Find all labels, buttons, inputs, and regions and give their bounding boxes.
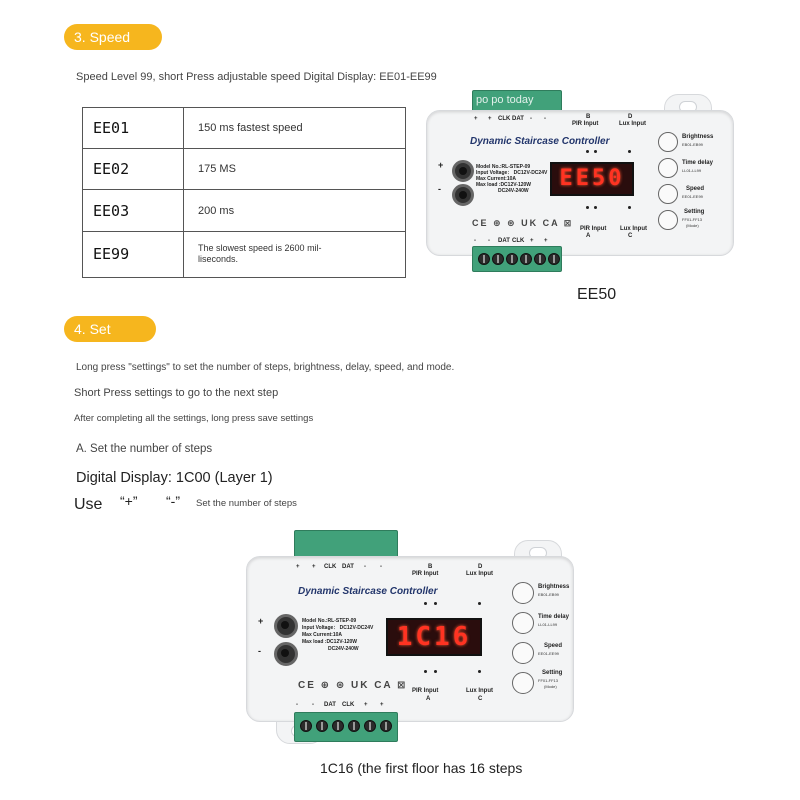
watermark-text: po po today (476, 94, 534, 106)
set-line-1: Long press "settings" to set the number of steps, brightness, delay, speed, and mode. (76, 362, 455, 373)
sensor-c-letter: C (478, 696, 483, 702)
max-load-text-2: DC24V-240W (498, 188, 529, 194)
setting-range: FF01-FF13 (538, 678, 559, 683)
speed-label: Speed (544, 643, 563, 649)
plus-knob[interactable] (274, 614, 298, 638)
controller-device-bottom (246, 530, 574, 744)
max-load-text: Max load :DC12V-120W (476, 182, 532, 188)
max-load-text: Max load :DC12V-120W (302, 639, 358, 645)
set-line-3: After completing all the settings, long press save settings (74, 413, 314, 424)
terminal-label: - (380, 564, 382, 570)
terminal-label: - (530, 116, 532, 122)
terminal-label: + (312, 564, 316, 570)
device-caption-top: EE50 (577, 286, 617, 303)
speed-table (82, 107, 406, 278)
sensor-a-letter: A (586, 233, 591, 239)
device-title: Dynamic Staircase Controller (298, 586, 438, 597)
minus-label: - (258, 646, 261, 656)
sensor-b-letter: B (428, 564, 433, 570)
terminal-label: - (364, 564, 366, 570)
terminal-label: + (380, 702, 384, 708)
terminal-label: DAT (324, 702, 336, 708)
use-minus-symbol: “-” (166, 493, 180, 509)
use-word: Use (74, 496, 103, 513)
terminal-label: - (296, 702, 298, 708)
terminal-label: CLK (324, 564, 337, 570)
setting-label: Setting (542, 670, 563, 676)
device-caption-bottom: 1C16 (the first floor has 16 steps (320, 760, 523, 776)
brightness-label: Brightness (682, 134, 714, 140)
sensor-b-label: PIR Input (572, 121, 599, 127)
sensor-a-letter: A (426, 696, 431, 702)
input-voltage-text: Input Voltage： DC12V-DC24V (302, 625, 374, 631)
setting-mode: (Mode) (686, 223, 699, 228)
terminal-label: - (488, 238, 490, 244)
brightness-range: EB01-EB99 (682, 142, 703, 147)
terminal-label: CLK (342, 702, 355, 708)
sensor-d-label: Lux Input (466, 571, 493, 577)
speed-intro-text: Speed Level 99, short Press adjustable speed Digital Display: EE01-EE99 (76, 71, 437, 83)
setting-button[interactable] (512, 672, 534, 694)
model-text: Model No.:RL-STEP-09 (302, 618, 357, 624)
time-delay-range: LL01-LL99 (682, 168, 702, 173)
sensor-d-letter: D (628, 114, 633, 120)
setting-mode: (Mode) (544, 684, 557, 689)
minus-knob[interactable] (452, 184, 474, 206)
speed-code: EE01 (83, 108, 184, 149)
plus-label: + (258, 616, 264, 626)
terminal-label: + (364, 702, 368, 708)
terminal-label: + (530, 238, 534, 244)
terminal-label: - (544, 116, 546, 122)
time-delay-button[interactable] (512, 612, 534, 634)
input-voltage-text: Input Voltage： DC12V-DC24V (476, 170, 548, 176)
terminal-label: + (296, 564, 300, 570)
speed-desc: 175 MS (184, 149, 406, 190)
time-delay-label: Time delay (538, 614, 569, 620)
max-current-text: Max Current:10A (302, 632, 343, 638)
time-delay-range: LL01-LL99 (538, 622, 558, 627)
set-section-badge: 4. Set (64, 316, 156, 342)
time-delay-button[interactable] (658, 158, 678, 178)
speed-range: EE01-EE99 (538, 651, 559, 656)
speed-section-badge: 3. Speed (64, 24, 162, 50)
terminal-label: + (474, 116, 478, 122)
plus-label: + (438, 160, 444, 170)
max-load-text-2: DC24V-240W (328, 646, 359, 652)
terminal-label: - (312, 702, 314, 708)
max-current-text: Max Current:10A (476, 176, 517, 182)
speed-button[interactable] (658, 184, 678, 204)
table-row (83, 190, 406, 231)
terminal-label: CLK (498, 116, 511, 122)
digital-display: EE50 (550, 162, 634, 196)
speed-code: EE03 (83, 190, 184, 231)
sensor-c-letter: C (628, 233, 633, 239)
sensor-b-letter: B (586, 114, 591, 120)
brightness-range: EB01-EB99 (538, 592, 559, 597)
terminal-label: + (544, 238, 548, 244)
use-rest-text: Set the number of steps (196, 498, 297, 509)
terminal-label: DAT (512, 116, 524, 122)
sensor-d-letter: D (478, 564, 483, 570)
controller-device-top (426, 90, 734, 270)
model-text: Model No.:RL-STEP-09 (476, 164, 531, 170)
sensor-b-label: PIR Input (412, 571, 439, 577)
set-line-2: Short Press settings to go to the next step (74, 387, 279, 399)
terminal-label: CLK (512, 238, 525, 244)
table-row (83, 108, 406, 149)
brightness-button[interactable] (658, 132, 678, 152)
speed-desc: 200 ms (184, 190, 406, 231)
speed-desc: 150 ms fastest speed (184, 108, 406, 149)
speed-code: EE02 (83, 149, 184, 190)
sensor-a-label: PIR Input (580, 226, 607, 232)
terminal-label: - (474, 238, 476, 244)
sensor-c-label: Lux Input (466, 688, 493, 694)
plus-knob[interactable] (452, 160, 474, 182)
speed-label: Speed (686, 186, 705, 192)
setting-range: FF01-FF13 (682, 217, 703, 222)
minus-knob[interactable] (274, 642, 298, 666)
setting-label: Setting (684, 209, 705, 215)
speed-code: EE99 (83, 231, 184, 277)
brightness-label: Brightness (538, 584, 570, 590)
set-line-4: A. Set the number of steps (76, 443, 213, 455)
table-row (83, 149, 406, 190)
brightness-button[interactable] (512, 582, 534, 604)
terminal-label: + (488, 116, 492, 122)
set-line-5: Digital Display: 1C00 (Layer 1) (76, 470, 273, 486)
table-row (83, 231, 406, 277)
device-title: Dynamic Staircase Controller (470, 136, 610, 147)
sensor-d-label: Lux Input (619, 121, 646, 127)
speed-range: EE01-EE99 (682, 194, 703, 199)
sensor-c-label: Lux Input (620, 226, 647, 232)
use-plus-symbol: “+” (120, 493, 138, 509)
setting-button[interactable] (658, 210, 678, 230)
digital-display: 1C16 (386, 618, 482, 656)
speed-button[interactable] (512, 642, 534, 664)
minus-label: - (438, 184, 441, 194)
certification-marks: CE ⊕ ⊛ UK CA ⊠ (298, 680, 408, 691)
sensor-a-label: PIR Input (412, 688, 439, 694)
speed-desc: The slowest speed is 2600 mil-liseconds. (184, 231, 406, 277)
time-delay-label: Time delay (682, 160, 713, 166)
terminal-label: DAT (342, 564, 354, 570)
terminal-label: DAT (498, 238, 510, 244)
certification-marks: CE ⊕ ⊛ UK CA ⊠ (472, 218, 574, 228)
